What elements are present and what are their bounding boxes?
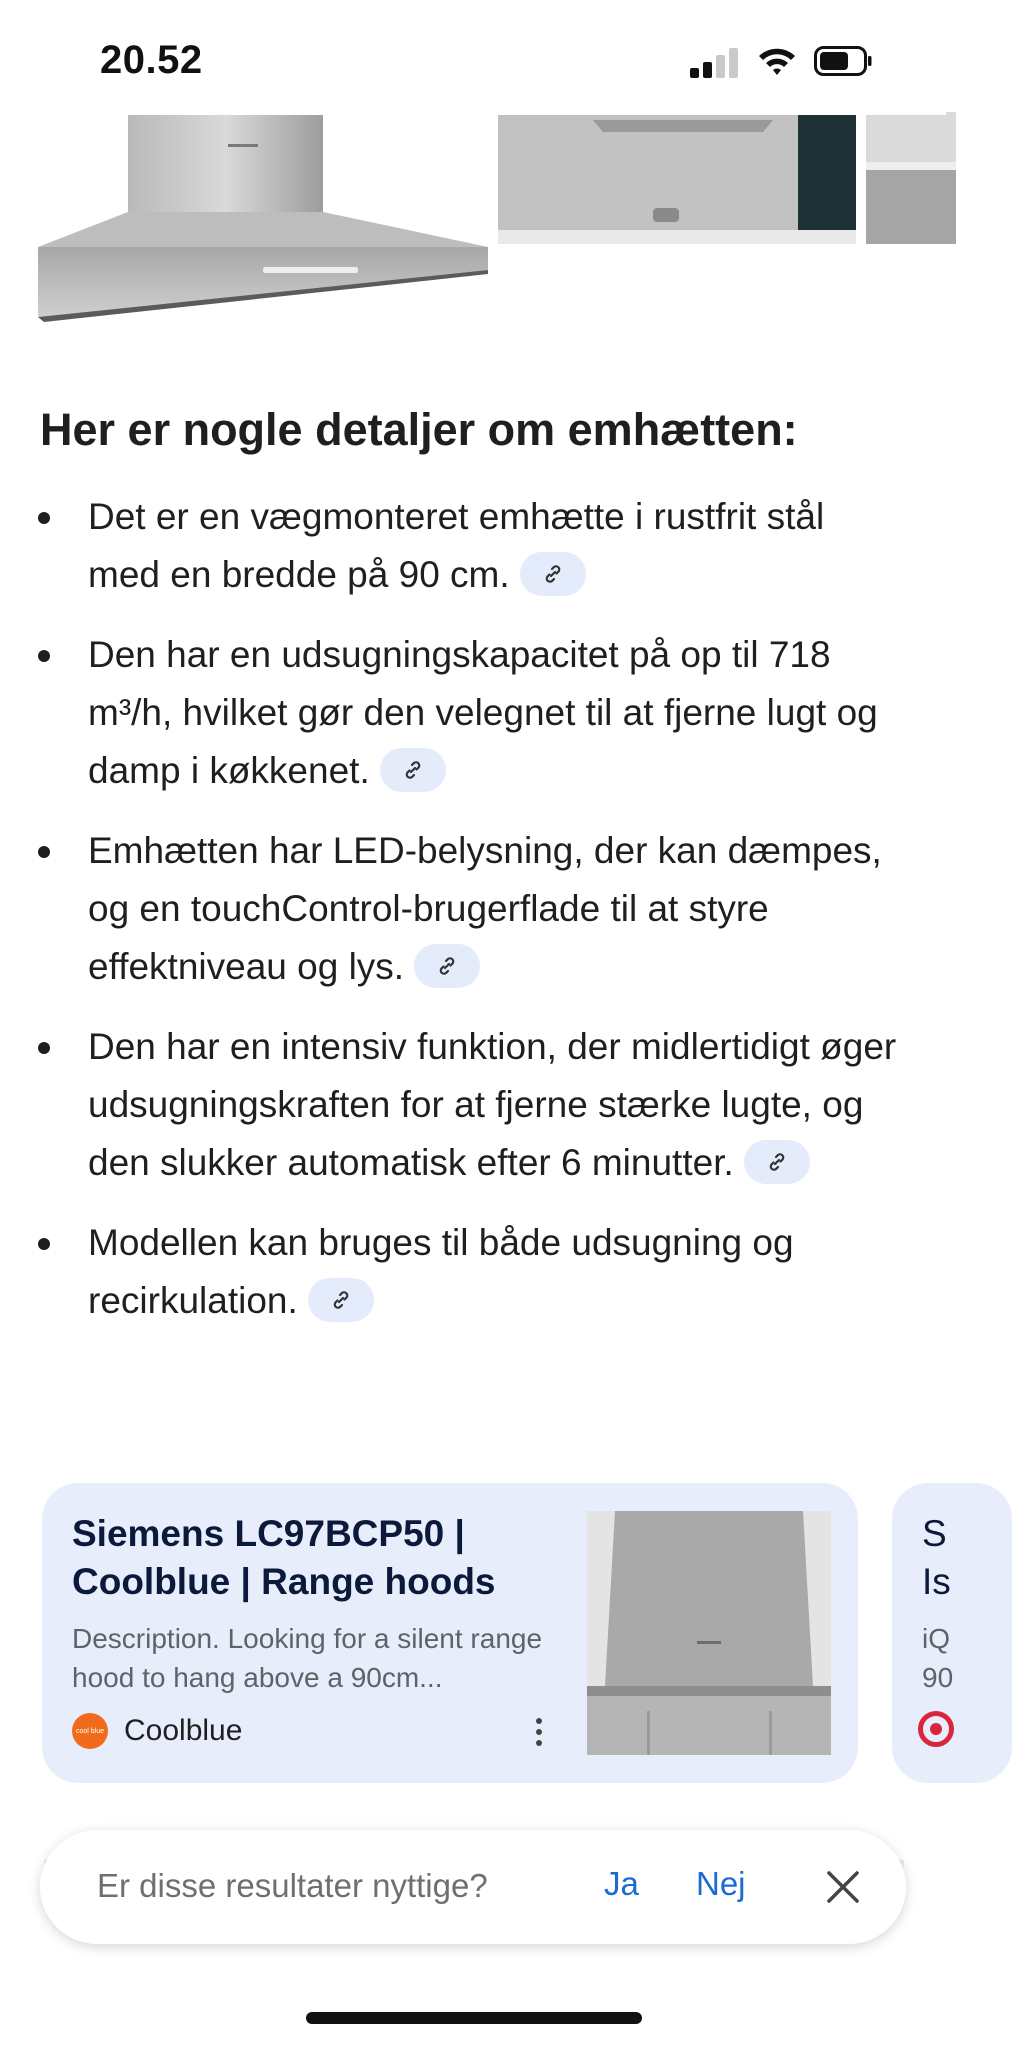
kitchen-image-2[interactable] bbox=[866, 112, 956, 244]
bullet-icon bbox=[38, 1238, 50, 1250]
link-icon[interactable] bbox=[520, 552, 586, 596]
close-icon[interactable] bbox=[821, 1865, 865, 1909]
detail-text: Den har en udsugningskapacitet på op til 718 m³/h, hvilket gør den velegnet til at fjerne lugt og damp i køkkenet. bbox=[88, 634, 878, 791]
more-vert-icon[interactable] bbox=[527, 1715, 551, 1751]
details-heading: Her er nogle detaljer om emhætten: bbox=[40, 404, 798, 455]
wifi-icon bbox=[757, 44, 797, 78]
list-item bbox=[0, 626, 946, 800]
detail-text: Den har en intensiv funktion, der midlertidigt øger udsugningskraften for at fjerne stærke lugte, og den slukker automatisk efter 6 minutter. bbox=[88, 1026, 897, 1183]
link-icon[interactable] bbox=[380, 748, 446, 792]
details-list bbox=[0, 488, 946, 1352]
card-description: Description. Looking for a silent range hood to hang above a 90cm... bbox=[72, 1623, 543, 1693]
detail-text: Modellen kan bruges til både udsugning og recirkulation. bbox=[88, 1222, 794, 1321]
card-source bbox=[72, 1711, 242, 1751]
cellular-signal-icon bbox=[690, 48, 738, 78]
kitchen-image[interactable] bbox=[498, 112, 856, 244]
status-bar bbox=[0, 0, 946, 115]
image-carousel[interactable] bbox=[0, 112, 946, 322]
source-card[interactable] bbox=[42, 1483, 858, 1783]
link-icon[interactable] bbox=[308, 1278, 374, 1322]
feedback-question: Er disse resultater nyttige? bbox=[97, 1867, 488, 1904]
bullet-icon bbox=[38, 846, 50, 858]
bullet-icon bbox=[38, 650, 50, 662]
battery-icon bbox=[814, 46, 872, 76]
bullet-icon bbox=[38, 512, 50, 524]
list-item bbox=[0, 488, 946, 604]
card-thumbnail bbox=[587, 1511, 831, 1755]
detail-text: Emhætten har LED-belysning, der kan dæmpes, og en touchControl-brugerflade til at styre effektniveau og lys. bbox=[88, 830, 882, 987]
target-logo-icon bbox=[918, 1711, 954, 1747]
bullet-icon bbox=[38, 1042, 50, 1054]
next-source-card[interactable] bbox=[892, 1483, 1012, 1783]
feedback-no-button[interactable]: Nej bbox=[696, 1865, 746, 1902]
card-title[interactable]: Siemens LC97BCP50 | Coolblue | Range hoods bbox=[72, 1513, 496, 1602]
detail-text: Det er en vægmonteret emhætte i rustfrit stål med en bredde på 90 cm. bbox=[88, 496, 825, 595]
link-icon[interactable] bbox=[414, 944, 480, 988]
coolblue-logo-icon: cool blue bbox=[72, 1713, 108, 1749]
home-indicator[interactable] bbox=[306, 2012, 642, 2024]
next-card-description: iQ 90 bbox=[922, 1623, 954, 1693]
feedback-yes-button[interactable]: Ja bbox=[604, 1865, 639, 1902]
status-time: 20.52 bbox=[100, 38, 203, 82]
list-item bbox=[0, 822, 946, 996]
list-item bbox=[0, 1214, 946, 1330]
list-item bbox=[0, 1018, 946, 1192]
link-icon[interactable] bbox=[744, 1140, 810, 1184]
source-name: Coolblue bbox=[124, 1714, 243, 1747]
next-card-title: S Is bbox=[922, 1513, 951, 1602]
feedback-bar bbox=[40, 1830, 906, 1944]
range-hood-image[interactable] bbox=[38, 112, 488, 322]
